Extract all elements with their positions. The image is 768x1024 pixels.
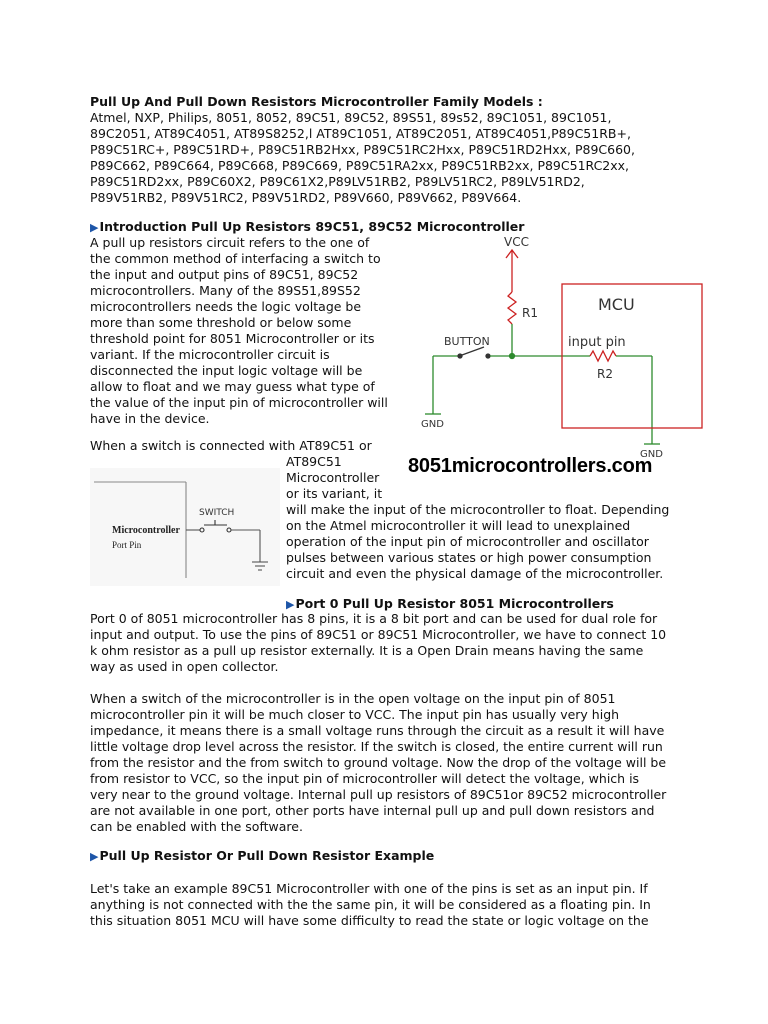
switch-schematic	[90, 468, 280, 586]
example-line: this situation 8051 MCU will have some difficulty to read the state or logic voltage on the	[90, 913, 649, 928]
intro-line: have in the device.	[90, 411, 210, 426]
open-voltage-line: little voltage drop level across the resistor. If the switch is closed, the entire current will run	[90, 739, 663, 754]
junction-dot-icon	[510, 354, 515, 359]
port0-paragraph	[90, 611, 666, 675]
gnd-left-label: GND	[421, 419, 444, 430]
mcu-label: MCU	[598, 295, 635, 314]
switch-line: will make the input of the microcontroller to float. Depending	[286, 502, 670, 517]
open-voltage-line: from the resistor and the from switch to ground voltage. Now the drop of the voltage will be	[90, 755, 667, 770]
arrow-icon: ▶	[90, 221, 99, 234]
example-title: Pull Up Resistor Or Pull Down Resistor Example	[99, 848, 435, 863]
r1-resistor-icon	[508, 292, 516, 324]
port0-line: k ohm resistor as a pull up resistor externally. It is a Open Drain means having the same	[90, 643, 644, 658]
button-contact-icon	[486, 354, 490, 358]
open-voltage-line: very near to the ground voltage. Internal pull up resistors of 89C51or 89C52 microcontroller	[90, 787, 667, 802]
port0-title: Port 0 Pull Up Resistor 8051 Microcontrollers	[295, 596, 614, 611]
button-lever-icon	[462, 347, 484, 355]
switch-paragraph-rest	[286, 502, 669, 582]
gnd-right-label: GND	[640, 449, 663, 460]
button-contact-icon	[458, 354, 462, 358]
port0-line: input and output. To use the pins of 89C51 or 89C51 Microcontroller, we have to connect 10	[90, 627, 667, 642]
intro-line: microcontrollers. Many of the 89S51,89S52	[90, 283, 361, 298]
open-voltage-line: microcontroller pin it will be much closer to VCC. The input pin has usually very high	[90, 707, 620, 722]
port0-line: way as used in open collector.	[90, 659, 279, 674]
switch-line: or its variant, it	[286, 486, 383, 501]
switch-line: pulses between various states or high power consumption	[286, 550, 652, 565]
intro-line: the value of the input pin of microcontroller will	[90, 395, 388, 410]
section-models	[90, 94, 635, 206]
switch-line: AT89C51	[286, 454, 342, 469]
intro-line: the input and output pins of 89C51, 89C52	[90, 267, 359, 282]
open-voltage-line: impedance, it means there is a small voltage runs through the circuit as a result it will have	[90, 723, 665, 738]
example-line: anything is not connected with the the same pin, it will be considered as a floating pin. In	[90, 897, 651, 912]
models-line: P89V51RB2, P89V51RC2, P89V51RD2, P89V660, P89V662, P89V664.	[90, 190, 522, 205]
open-voltage-line: are not available in one port, other ports have internal pull up and pull down resistors and	[90, 803, 655, 818]
open-voltage-line: can be enabled with the software.	[90, 819, 303, 834]
example-line: Let's take an example 89C51 Microcontroller with one of the pins is set as an input pin. If	[90, 881, 648, 896]
models-line: 89C2051, AT89C4051, AT89S8252,l AT89C1051, AT89C2051, AT89C4051,P89C51RB+,	[90, 126, 631, 141]
switch-line: circuit and even the physical damage of the microcontroller.	[286, 566, 664, 581]
open-voltage-paragraph	[90, 691, 666, 835]
example-paragraph	[90, 881, 651, 929]
intro-title: Introduction Pull Up Resistors 89C51, 89C52 Microcontroller	[99, 219, 525, 234]
r1-label: R1	[522, 306, 538, 320]
arrow-icon: ▶	[286, 598, 295, 611]
models-line: P89C51RC+, P89C51RD+, P89C51RB2Hxx, P89C51RC2Hxx, P89C51RD2Hxx, P89C660,	[90, 142, 635, 157]
switch-paragraph-head	[90, 438, 372, 454]
intro-line: allow to float and we may guess what type of	[90, 379, 375, 394]
models-line: Atmel, NXP, Philips, 8051, 8052, 89C51, 89C52, 89S51, 89s52, 89C1051, 89C1051,	[90, 110, 612, 125]
open-voltage-line: from resistor to VCC, so the input pin of microcontroller will detect the voltage, which is	[90, 771, 640, 786]
switch-line: When a switch is connected with AT89C51 or	[90, 438, 372, 453]
site-watermark: 8051microcontrollers.com	[408, 455, 653, 477]
port0-line: Port 0 of 8051 microcontroller has 8 pins, it is a 8 bit port and can be used for dual role for	[90, 611, 658, 626]
intro-line: the common method of interfacing a switch to	[90, 251, 381, 266]
open-voltage-line: When a switch of the microcontroller is in the open voltage on the input pin of 8051	[90, 691, 616, 706]
port-pin-label: Port Pin	[112, 540, 142, 550]
models-title: Pull Up And Pull Down Resistors Microcontroller Family Models :	[90, 94, 543, 109]
intro-line: threshold point for 8051 Microcontroller or its	[90, 331, 375, 346]
pullup-schematic	[400, 228, 720, 460]
input-pin-label: input pin	[568, 335, 626, 350]
mcu-label: Microcontroller	[112, 525, 180, 536]
switch-line: Microcontroller	[286, 470, 380, 485]
intro-line: more than some threshold or below some	[90, 315, 352, 330]
switch-paragraph-narrow	[286, 454, 382, 502]
example-heading	[90, 848, 434, 865]
switch-line: operation of the input pin of microcontroller and oscillator	[286, 534, 649, 549]
switch-label: SWITCH	[199, 508, 235, 518]
arrow-icon: ▶	[90, 850, 99, 863]
intro-line: disconnected the input logic voltage will be	[90, 363, 363, 378]
intro-line: variant. If the microcontroller circuit is	[90, 347, 330, 362]
models-line: P89C662, P89C664, P89C668, P89C669, P89C51RA2xx, P89C51RB2xx, P89C51RC2xx,	[90, 158, 630, 173]
switch-line: on the Atmel microcontroller it will lead to unexplained	[286, 518, 631, 533]
r2-label: R2	[597, 367, 613, 381]
models-line: P89C51RD2xx, P89C60X2, P89C61X2,P89LV51RB2, P89LV51RC2, P89LV51RD2,	[90, 174, 585, 189]
intro-line: A pull up resistors circuit refers to the one of	[90, 235, 370, 250]
button-label: BUTTON	[444, 335, 490, 348]
intro-line: microcontrollers needs the logic voltage be	[90, 299, 362, 314]
r2-resistor-icon	[590, 351, 616, 361]
intro-paragraph	[90, 235, 388, 427]
vcc-label: VCC	[504, 235, 529, 249]
